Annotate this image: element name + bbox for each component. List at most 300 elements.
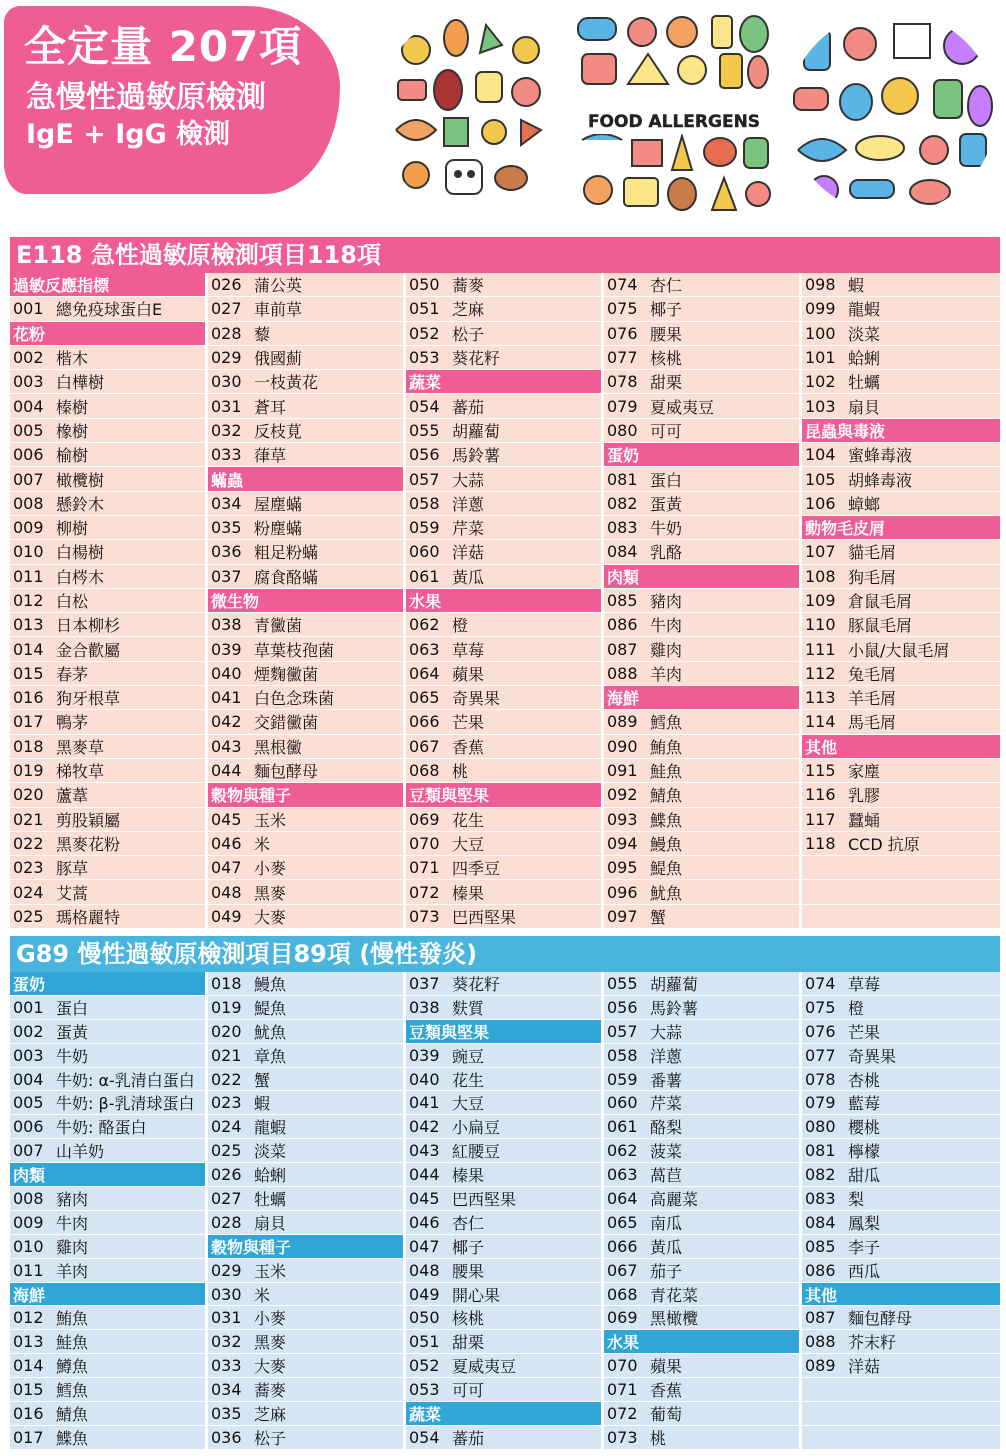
allergen-item (208, 1187, 403, 1211)
allergen-code: 113 (805, 688, 836, 708)
allergen-item (604, 394, 799, 418)
allergen-name: 白梣木 (56, 567, 105, 587)
allergen-name: 楷木 (56, 349, 89, 369)
page-title: 全定量 207項 (24, 22, 303, 71)
allergen-item (604, 1306, 799, 1330)
allergen-item (406, 1354, 601, 1378)
allergen-item (406, 686, 601, 710)
e118-grid (10, 273, 1000, 929)
allergen-item (604, 735, 799, 759)
allergen-name: 馬鈴薯 (452, 446, 501, 466)
allergen-code: 118 (805, 833, 836, 853)
allergen-item (802, 467, 1000, 491)
allergen-code: 015 (13, 663, 44, 683)
allergen-item (208, 686, 403, 710)
allergen-code: 075 (805, 997, 836, 1017)
allergen-code: 020 (211, 1021, 242, 1041)
allergen-item (802, 832, 1000, 856)
allergen-item (10, 394, 205, 418)
allergen-code: 019 (211, 997, 242, 1017)
allergen-code: 058 (409, 493, 440, 513)
allergen-code: 032 (211, 1332, 242, 1352)
allergen-code: 063 (409, 639, 440, 659)
allergen-item (10, 589, 205, 613)
allergen-item (10, 1187, 205, 1211)
allergen-item (10, 1211, 205, 1235)
allergen-code: 024 (13, 882, 44, 902)
allergen-name: 煙麴黴菌 (254, 664, 319, 684)
allergen-code: 084 (805, 1212, 836, 1232)
allergen-name: 羊肉 (650, 664, 683, 684)
allergen-item (406, 297, 601, 321)
allergen-name: 番薯 (650, 1070, 683, 1090)
allergen-code: 116 (805, 785, 836, 805)
allergen-name: 蟹 (254, 1070, 271, 1090)
allergen-item (406, 1283, 601, 1307)
allergen-code: 013 (13, 1332, 44, 1352)
allergen-item (208, 1068, 403, 1092)
allergen-code: 029 (211, 1260, 242, 1280)
category-label: 穀物與種子 (211, 1237, 292, 1257)
allergen-name: 胡蘿蔔 (650, 974, 699, 994)
g89-section-title: G89 慢性過敏原檢測項目89項 (慢性發炎) (10, 936, 1000, 972)
allergen-item (802, 637, 1000, 661)
allergen-name: 鮪魚 (56, 1309, 89, 1329)
allergen-item (406, 1378, 601, 1402)
allergen-name: 甜瓜 (848, 1166, 881, 1186)
allergen-name: 藜 (254, 324, 271, 344)
allergen-name: 鰈魚 (56, 1428, 89, 1448)
category-label: 海鮮 (13, 1285, 46, 1305)
allergen-code: 041 (211, 688, 242, 708)
allergen-item (802, 1402, 1000, 1426)
allergen-code: 043 (211, 736, 242, 756)
allergen-item (604, 856, 799, 880)
allergen-code: 051 (409, 299, 440, 319)
allergen-code: 025 (211, 1141, 242, 1161)
allergen-name: 車前草 (254, 300, 303, 320)
allergen-code: 023 (211, 1093, 242, 1113)
allergen-item (604, 972, 799, 996)
allergen-item (208, 273, 403, 297)
allergen-code: 102 (805, 372, 836, 392)
allergen-item (10, 419, 205, 443)
allergen-code: 018 (13, 736, 44, 756)
allergen-name: 榆樹 (56, 446, 89, 466)
allergen-item (604, 1115, 799, 1139)
allergen-name: 蛋黃 (56, 1022, 89, 1042)
allergen-code: 065 (607, 1212, 638, 1232)
category-header (802, 735, 1000, 759)
allergen-name: 青黴菌 (254, 616, 303, 636)
allergen-name: 杏仁 (650, 276, 683, 296)
allergen-code: 010 (13, 1236, 44, 1256)
allergen-item (802, 1426, 1000, 1450)
category-label: 昆蟲與毒液 (805, 421, 886, 441)
allergen-name: 杏桃 (848, 1070, 881, 1090)
allergen-item (208, 1330, 403, 1354)
allergen-item (406, 637, 601, 661)
allergen-name: 牛奶 (56, 1046, 89, 1066)
allergen-item (802, 856, 1000, 880)
allergen-code: 011 (13, 1260, 44, 1280)
allergen-item (208, 443, 403, 467)
allergen-item (208, 419, 403, 443)
allergen-code: 009 (13, 518, 44, 538)
allergen-item (604, 1354, 799, 1378)
allergen-name: 麩質 (452, 998, 485, 1018)
allergen-code: 001 (13, 997, 44, 1017)
allergen-name: 貓毛屑 (848, 543, 897, 563)
allergen-code: 046 (211, 833, 242, 853)
allergen-code: 013 (13, 615, 44, 635)
allergen-code: 084 (607, 542, 638, 562)
allergen-item (208, 565, 403, 589)
allergen-code: 021 (211, 1045, 242, 1065)
allergen-code: 022 (13, 833, 44, 853)
allergen-name: 紅腰豆 (452, 1142, 501, 1162)
allergen-code: 060 (607, 1093, 638, 1113)
page-subtitle-tests: IgE + IgG 檢測 (26, 119, 231, 150)
allergen-code: 061 (409, 566, 440, 586)
allergen-item (406, 394, 601, 418)
category-header (406, 1020, 601, 1044)
allergen-code: 112 (805, 663, 836, 683)
allergen-code: 091 (607, 761, 638, 781)
allergen-name: 青花菜 (650, 1285, 699, 1305)
allergen-item (406, 832, 601, 856)
allergen-name: 龍蝦 (848, 300, 881, 320)
allergen-code: 074 (607, 275, 638, 295)
allergen-name: 魷魚 (650, 883, 683, 903)
allergen-item (604, 662, 799, 686)
allergen-name: 夏威夷豆 (650, 397, 715, 417)
allergen-code: 058 (607, 1045, 638, 1065)
allergen-name: 夏威夷豆 (452, 1357, 517, 1377)
allergen-name: 鴨茅 (56, 713, 89, 733)
allergen-name: 鰈魚 (650, 810, 683, 830)
allergen-item (604, 589, 799, 613)
allergen-code: 098 (805, 275, 836, 295)
allergen-item (604, 297, 799, 321)
allergen-name: 淡菜 (254, 1142, 287, 1162)
allergen-item (604, 1378, 799, 1402)
allergen-item (406, 1306, 601, 1330)
allergen-code: 089 (607, 712, 638, 732)
allergen-item (208, 1378, 403, 1402)
allergen-item (802, 273, 1000, 297)
allergen-item (10, 1259, 205, 1283)
allergen-item (406, 1091, 601, 1115)
allergen-item (10, 880, 205, 904)
allergen-name: 家塵 (848, 762, 881, 782)
allergen-item (406, 1330, 601, 1354)
allergen-code: 094 (607, 833, 638, 853)
allergen-name: 松子 (452, 324, 485, 344)
allergen-code: 088 (607, 663, 638, 683)
allergen-item (406, 443, 601, 467)
allergen-item (208, 1139, 403, 1163)
allergen-item (406, 759, 601, 783)
allergen-code: 011 (13, 566, 44, 586)
allergen-code: 003 (13, 372, 44, 392)
allergen-name: 胡蜂毒液 (848, 470, 913, 490)
allergen-code: 055 (409, 420, 440, 440)
allergen-item (802, 297, 1000, 321)
category-header (406, 783, 601, 807)
allergen-code: 086 (607, 615, 638, 635)
allergen-name: 大蒜 (452, 470, 485, 490)
allergen-item (208, 759, 403, 783)
allergen-code: 006 (13, 445, 44, 465)
category-header (802, 1283, 1000, 1307)
allergen-item (406, 540, 601, 564)
allergen-code: 077 (607, 348, 638, 368)
allergen-code: 053 (409, 348, 440, 368)
allergen-item (406, 273, 601, 297)
allergen-code: 042 (211, 712, 242, 732)
allergen-item (10, 1068, 205, 1092)
allergen-name: 牡蠣 (848, 373, 881, 393)
category-label: 動物毛皮屑 (805, 519, 886, 539)
allergen-name: 蛋白 (650, 470, 683, 490)
allergen-name: 草莓 (848, 974, 881, 994)
allergen-name: 茄子 (650, 1261, 683, 1281)
allergen-name: 黑根黴 (254, 737, 303, 757)
allergen-item (406, 1139, 601, 1163)
allergen-code: 076 (607, 323, 638, 343)
allergen-item (802, 710, 1000, 734)
allergen-code: 031 (211, 396, 242, 416)
allergen-code: 071 (409, 858, 440, 878)
allergen-name: 粉塵蟎 (254, 519, 303, 539)
allergen-item (406, 1235, 601, 1259)
allergen-code: 047 (211, 858, 242, 878)
allergen-item (10, 1378, 205, 1402)
allergen-item (604, 346, 799, 370)
e-column-4 (604, 273, 802, 929)
allergen-code: 038 (211, 615, 242, 635)
allergen-name: 牛奶: 酪蛋白 (56, 1118, 147, 1138)
allergen-name: 葵花籽 (452, 349, 501, 369)
allergen-name: 瑪格麗特 (56, 907, 121, 927)
allergen-code: 005 (13, 1093, 44, 1113)
allergen-item (10, 1139, 205, 1163)
allergen-name: 小扁豆 (452, 1118, 501, 1138)
allergen-name: 桃 (452, 762, 469, 782)
allergen-item (802, 1187, 1000, 1211)
allergen-item (604, 1091, 799, 1115)
allergen-code: 072 (409, 882, 440, 902)
category-header (406, 370, 601, 394)
allergen-name: 白松 (56, 592, 89, 611)
allergen-name: 椰子 (452, 1237, 485, 1257)
allergen-item (604, 613, 799, 637)
allergen-name: 葵花籽 (452, 974, 501, 994)
allergen-code: 068 (409, 761, 440, 781)
allergen-item (604, 996, 799, 1020)
allergen-code: 093 (607, 809, 638, 829)
food-allergens-illustration (572, 10, 776, 216)
allergen-name: 花生 (452, 810, 485, 830)
allergen-name: 羊肉 (56, 1261, 89, 1281)
allergen-name: 南瓜 (650, 1213, 683, 1233)
allergen-item (10, 808, 205, 832)
allergen-name: 四季豆 (452, 859, 501, 879)
allergen-name: 腰果 (650, 324, 683, 344)
allergen-item (802, 540, 1000, 564)
allergen-code: 081 (805, 1141, 836, 1161)
allergen-item (406, 1115, 601, 1139)
category-label: 水果 (607, 1333, 640, 1353)
allergen-item (208, 516, 403, 540)
allergen-code: 026 (211, 275, 242, 295)
allergen-code: 028 (211, 323, 242, 343)
allergen-code: 030 (211, 372, 242, 392)
allergen-name: 蛤蜊 (848, 349, 881, 369)
allergen-code: 040 (409, 1069, 440, 1089)
allergen-code: 030 (211, 1284, 242, 1304)
allergen-name: 蕎麥 (452, 276, 485, 296)
allergen-item (802, 1306, 1000, 1330)
allergen-code: 043 (409, 1141, 440, 1161)
allergen-name: 小麥 (254, 1309, 287, 1329)
allergen-name: 總免疫球蛋白E (56, 300, 163, 320)
allergen-code: 085 (805, 1236, 836, 1256)
category-label: 穀物與種子 (211, 786, 292, 806)
allergen-item (10, 856, 205, 880)
allergen-code: 109 (805, 591, 836, 610)
allergen-item (604, 1402, 799, 1426)
allergen-name: 乳膠 (848, 786, 881, 806)
allergen-name: 高麗菜 (650, 1189, 699, 1209)
allergen-name: 奇異果 (452, 689, 501, 709)
allergen-item (604, 1283, 799, 1307)
allergen-name: 白樺樹 (56, 373, 105, 393)
allergen-code: 057 (607, 1021, 638, 1041)
allergen-code: 014 (13, 1356, 44, 1376)
food-allergens-label: FOOD ALLERGENS (587, 112, 761, 132)
allergen-item (10, 637, 205, 661)
allergen-item (802, 905, 1000, 929)
allergen-name: 芥末籽 (848, 1333, 897, 1353)
category-label: 豆類與堅果 (409, 1022, 490, 1042)
allergen-code: 027 (211, 299, 242, 319)
allergen-item (406, 1211, 601, 1235)
allergen-name: 黑麥花粉 (56, 834, 121, 854)
allergen-code: 088 (805, 1332, 836, 1352)
allergen-item (802, 322, 1000, 346)
allergen-item (406, 662, 601, 686)
allergen-item (406, 565, 601, 589)
category-label: 肉類 (607, 567, 640, 587)
allergen-code: 073 (607, 1427, 638, 1447)
allergen-item (208, 492, 403, 516)
allergen-name: 黃瓜 (452, 567, 485, 587)
allergen-item (208, 1163, 403, 1187)
allergen-item (208, 880, 403, 904)
allergen-item (802, 1139, 1000, 1163)
allergen-item (10, 686, 205, 710)
allergen-item (208, 1259, 403, 1283)
allergen-item (10, 565, 205, 589)
allergen-item (208, 540, 403, 564)
allergen-name: 倉鼠毛屑 (848, 592, 913, 611)
allergen-code: 051 (409, 1332, 440, 1352)
g-column-4 (604, 972, 802, 1450)
allergen-name: 梯牧草 (56, 762, 105, 782)
allergen-code: 052 (409, 1356, 440, 1376)
g-column-3 (406, 972, 604, 1450)
allergen-code: 092 (607, 785, 638, 805)
allergen-item (802, 1091, 1000, 1115)
allergen-code: 036 (211, 542, 242, 562)
allergen-item (406, 419, 601, 443)
allergen-name: 鰻魚 (254, 974, 287, 994)
allergen-code: 016 (13, 1403, 44, 1423)
allergen-name: 扇貝 (848, 397, 881, 417)
allergen-item (208, 856, 403, 880)
allergen-item (802, 1211, 1000, 1235)
allergen-name: 芝麻 (254, 1404, 287, 1424)
allergen-item (604, 1139, 799, 1163)
category-header (10, 1163, 205, 1187)
allergen-code: 073 (409, 906, 440, 926)
allergen-item (802, 1115, 1000, 1139)
allergen-code: 033 (211, 445, 242, 465)
allergen-name: 胡蘿蔔 (452, 421, 501, 441)
allergen-item (406, 808, 601, 832)
allergen-item (208, 370, 403, 394)
allergen-name: 黑麥 (254, 883, 287, 903)
allergen-code: 045 (409, 1188, 440, 1208)
allergen-code: 019 (13, 761, 44, 781)
allergen-item (802, 972, 1000, 996)
allergen-name: 鯖魚 (650, 786, 683, 806)
allergen-code: 087 (805, 1308, 836, 1328)
allergen-code: 006 (13, 1117, 44, 1137)
allergen-code: 008 (13, 1188, 44, 1208)
allergen-item (604, 808, 799, 832)
allergen-item (604, 1426, 799, 1450)
allergen-name: 玉米 (254, 1261, 287, 1281)
food-circle-illustration (376, 10, 572, 216)
allergen-name: 俄國薊 (254, 349, 303, 369)
allergen-name: 蒼耳 (254, 397, 287, 417)
allergen-code: 038 (409, 997, 440, 1017)
allergen-item (406, 856, 601, 880)
g-column-5 (802, 972, 1000, 1450)
allergen-name: 檸檬 (848, 1142, 881, 1162)
allergen-code: 023 (13, 858, 44, 878)
allergen-code: 036 (211, 1427, 242, 1447)
allergen-name: 粗足粉蟎 (254, 543, 319, 563)
allergen-item (802, 1378, 1000, 1402)
allergen-name: 奇異果 (848, 1046, 897, 1066)
allergen-name: 蟹 (650, 907, 667, 927)
allergen-name: 鰻魚 (650, 834, 683, 854)
allergen-code: 033 (211, 1356, 242, 1376)
allergen-code: 108 (805, 566, 836, 586)
allergen-item (406, 880, 601, 904)
allergen-code: 022 (211, 1069, 242, 1089)
allergen-name: 蘋果 (452, 664, 485, 684)
allergen-item (406, 996, 601, 1020)
allergen-name: 蠶蛹 (848, 810, 881, 830)
allergen-code: 026 (211, 1165, 242, 1185)
allergen-item (10, 516, 205, 540)
allergen-code: 048 (211, 882, 242, 902)
